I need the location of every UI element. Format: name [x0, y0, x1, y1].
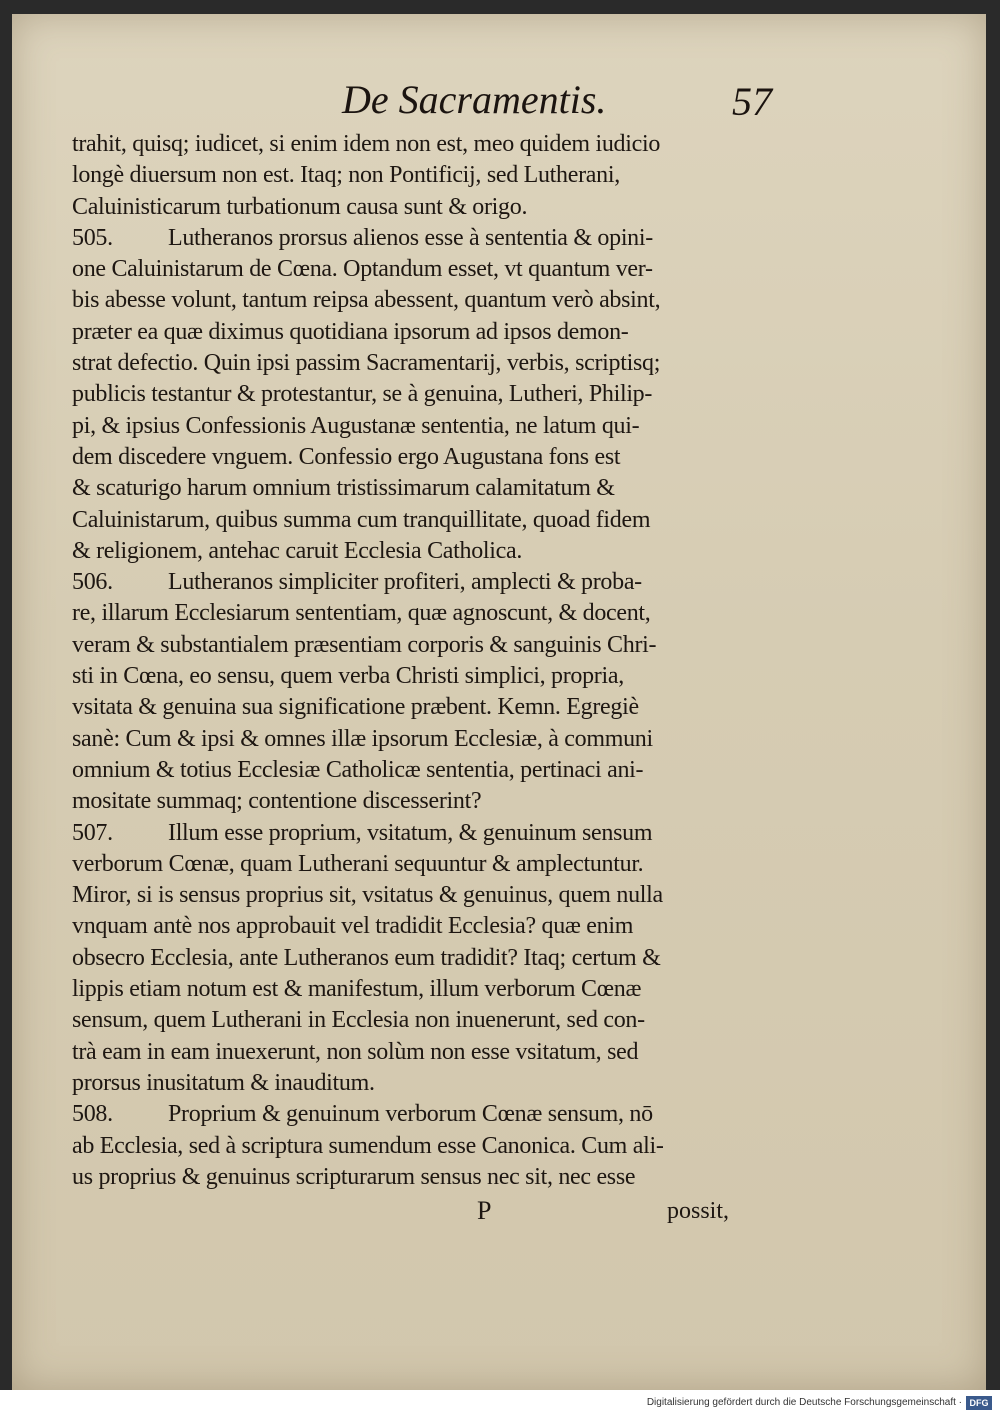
line-text: Illum esse proprium, vsitatum, & genuinum sensum [168, 819, 653, 846]
text-line [72, 1099, 772, 1130]
line-text: Miror, si is sensus proprius sit, vsitatus & genuinus, quem nulla [72, 882, 663, 909]
text-line [72, 911, 772, 942]
line-text: vnquam antè nos approbauit vel tradidit Ecclesia? quæ enim [72, 913, 634, 940]
text-line [72, 160, 772, 191]
line-text: omnium & totius Ecclesiæ Catholicæ sententia, pertinaci ani- [72, 756, 644, 783]
text-line [72, 943, 772, 974]
dfg-logo: DFG [966, 1396, 992, 1410]
text-line [72, 348, 772, 379]
text-line [72, 192, 772, 223]
text-line [72, 974, 772, 1005]
text-line [72, 630, 772, 661]
paragraph-number: 508. [72, 1101, 113, 1128]
text-line [72, 1131, 772, 1162]
line-text: sensum, quem Lutherani in Ecclesia non inuenerunt, sed con- [72, 1007, 645, 1034]
line-text: sti in Cœna, eo sensu, quem verba Christi simplici, propria, [72, 663, 624, 690]
text-line [72, 129, 772, 160]
line-text: mositate summaq; contentione discesserint? [72, 788, 482, 815]
line-text: sanè: Cum & ipsi & omnes illæ ipsorum Ecclesiæ, à communi [72, 725, 653, 752]
line-text: us proprius & genuinus scripturarum sensus nec sit, nec esse [72, 1163, 636, 1190]
catchword: possit, [667, 1198, 730, 1225]
line-text: re, illarum Ecclesiarum sententiam, quæ agnoscunt, & docent, [72, 600, 651, 627]
text-line [72, 692, 772, 723]
line-text: trahit, quisq; iudicet, si enim idem non est, meo quidem iudicio [72, 131, 661, 157]
text-line [72, 1005, 772, 1036]
line-text: prorsus inusitatum & inauditum. [72, 1069, 375, 1096]
line-text: bis abesse volunt, tantum reipsa abessent, quantum verò absint, [72, 287, 661, 314]
text-line [72, 786, 772, 817]
book-page [12, 14, 986, 1390]
footer-bar [0, 1390, 1000, 1418]
page-number: 57 [732, 79, 772, 124]
line-text: lippis etiam notum est & manifestum, illum verborum Cœnæ [72, 976, 642, 1003]
line-text: Caluinistarum, quibus summa cum tranquillitate, quoad fidem [72, 506, 651, 533]
line-text: Lutheranos simpliciter profiteri, amplecti & proba- [168, 569, 642, 596]
paragraph-number: 507. [72, 819, 113, 846]
text-line [72, 505, 772, 536]
line-text: longè diuersum non est. Itaq; non Pontificij, sed Lutherani, [72, 162, 620, 189]
paragraph-number: 506. [72, 569, 113, 596]
line-text: Lutheranos prorsus alienos esse à sententia & opini- [168, 224, 653, 251]
line-text: præter ea quæ diximus quotidiana ipsorum ad ipsos demon- [72, 318, 629, 345]
text-line [72, 1068, 772, 1099]
line-text: & scaturigo harum omnium tristissimarum calamitatum & [72, 475, 615, 502]
line-text: & religionem, antehac caruit Ecclesia Catholica. [72, 537, 523, 564]
text-line [72, 1037, 772, 1068]
text-line [72, 223, 772, 254]
text-lines [72, 129, 772, 1193]
text-line [72, 536, 772, 567]
text-line [72, 724, 772, 755]
line-text: ab Ecclesia, sed à scriptura sumendum esse Canonica. Cum ali- [72, 1132, 664, 1159]
text-line [72, 818, 772, 849]
funding-credit: Digitalisierung gefördert durch die Deutsche Forschungsgemeinschaft · [646, 1397, 962, 1408]
line-text: pi, & ipsius Confessionis Augustanæ sententia, ne latum qui- [72, 412, 640, 439]
text-line [72, 661, 772, 692]
text-line [72, 411, 772, 442]
signature-mark: P [477, 1196, 492, 1226]
body-text [72, 129, 772, 1233]
text-line [72, 880, 772, 911]
catchword-line [72, 1193, 772, 1233]
text-line [72, 285, 772, 316]
text-line [72, 379, 772, 410]
running-head: De Sacramentis. [342, 77, 607, 122]
line-text: veram & substantialem præsentiam corporis & sanguinis Chri- [72, 631, 657, 658]
text-line [72, 473, 772, 504]
line-text: publicis testantur & protestantur, se à genuina, Lutheri, Philip- [72, 381, 653, 408]
text-line [72, 442, 772, 473]
text-line [72, 755, 772, 786]
line-text: trà eam in eam inuexerunt, non solùm non esse vsitatum, sed [72, 1038, 639, 1065]
text-line [72, 1162, 772, 1193]
text-line [72, 254, 772, 285]
line-text: strat defectio. Quin ipsi passim Sacramentarij, verbis, scriptisq; [72, 350, 661, 377]
line-text: Caluinisticarum turbationum causa sunt & origo. [72, 193, 528, 220]
line-text: vsitata & genuina sua significatione præbent. Kemn. Egregiè [72, 694, 639, 721]
line-text: one Caluinistarum de Cœna. Optandum esset, vt quantum ver- [72, 256, 653, 283]
line-text: verborum Cœnæ, quam Lutherani sequuntur & amplectuntur. [72, 850, 644, 877]
text-line [72, 317, 772, 348]
line-text: dem discedere vnguem. Confessio ergo Augustana fons est [72, 443, 621, 470]
paragraph-number: 505. [72, 224, 113, 251]
text-line [72, 598, 772, 629]
line-text: obsecro Ecclesia, ante Lutheranos eum tradidit? Itaq; certum & [72, 944, 661, 971]
line-text: Proprium & genuinum verborum Cœnæ sensum, nō [168, 1101, 653, 1128]
text-line [72, 567, 772, 598]
text-line [72, 849, 772, 880]
